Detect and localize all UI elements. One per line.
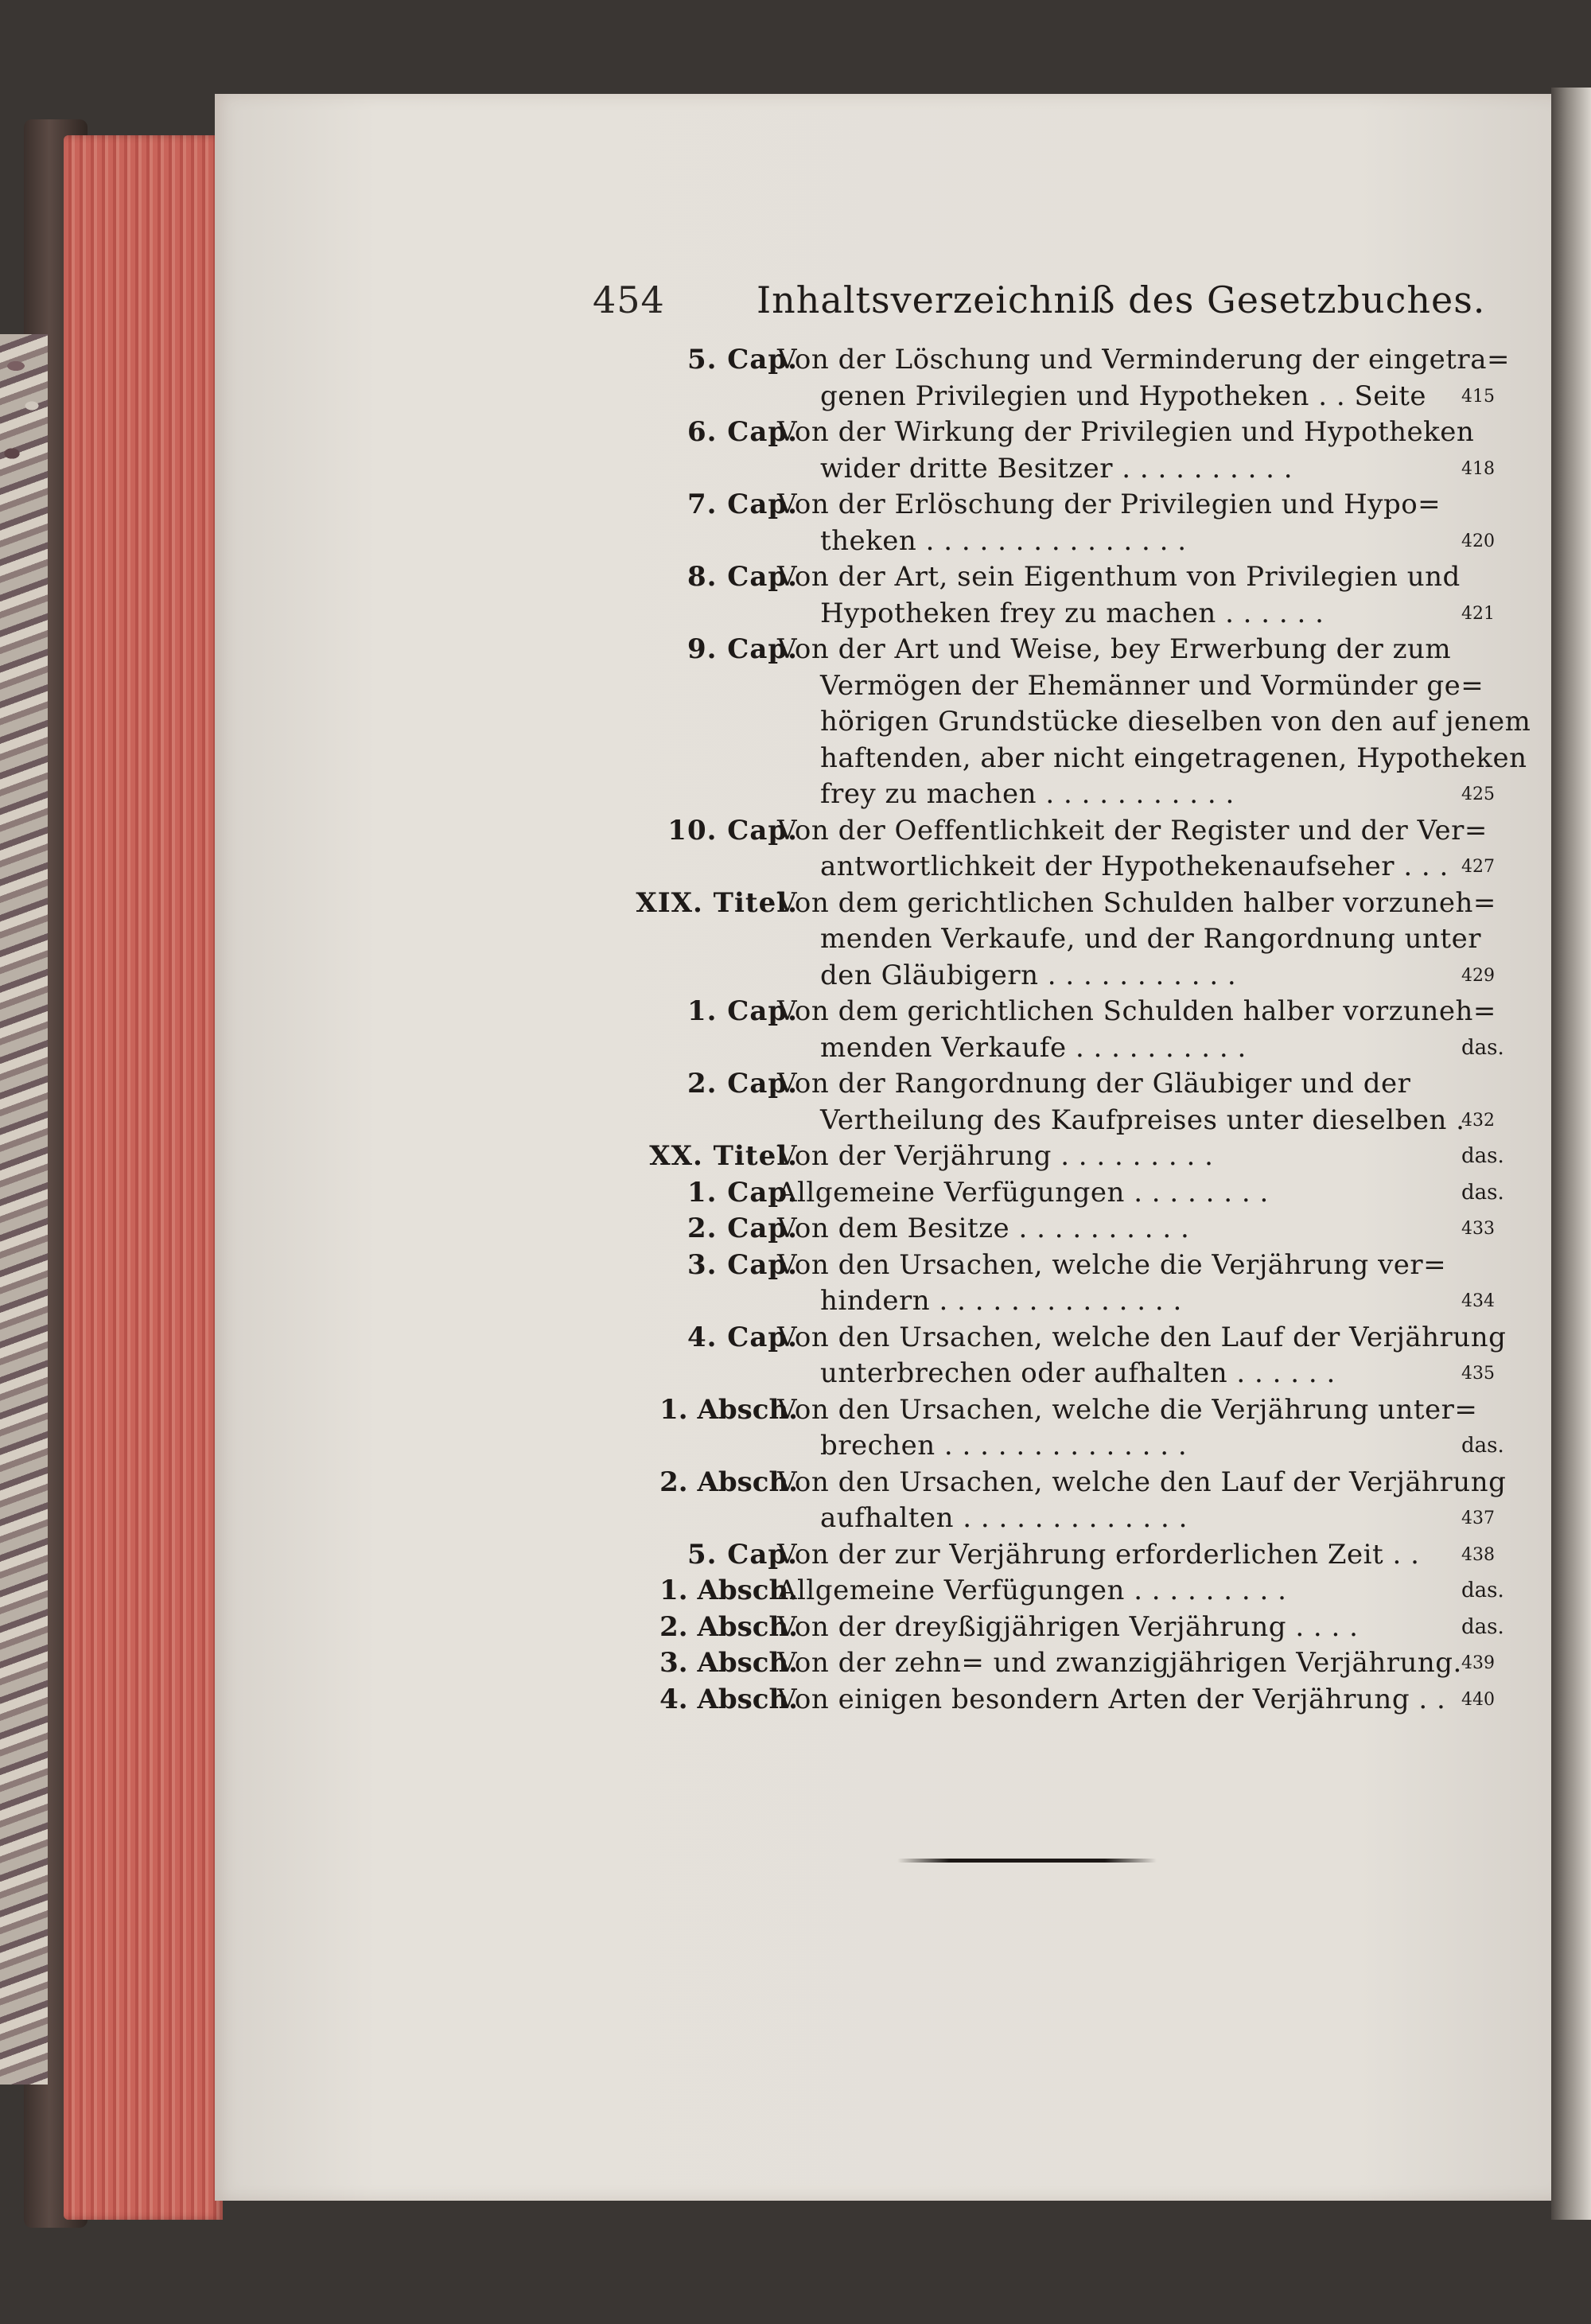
toc-line: [593, 777, 1496, 813]
toc-entry-text: Von der Wirkung der Privilegien und Hypotheken: [777, 416, 1475, 448]
toc-page-number: das.: [1461, 1579, 1504, 1602]
toc-line: [593, 958, 1496, 995]
toc-line: [593, 1248, 1496, 1284]
toc-page-number: 433: [1461, 1219, 1495, 1239]
toc-label: 10. Cap.: [667, 814, 798, 847]
toc-entry-text: Von der Art und Weise, bey Erwerbung der zum: [777, 633, 1452, 665]
toc-entry-text: Von der Löschung und Verminderung der eingetra=: [777, 344, 1510, 376]
toc-page-number: das.: [1461, 1614, 1504, 1639]
toc-page-number: 429: [1461, 965, 1495, 986]
closing-rule: [897, 1859, 1157, 1863]
toc-label: 2. Cap.: [687, 1213, 798, 1244]
toc-line: [593, 1356, 1496, 1392]
toc-label: XIX. Titel.: [636, 886, 798, 919]
toc-line: [593, 741, 1527, 777]
toc-line: [593, 379, 1496, 415]
toc-line: [593, 1645, 1496, 1682]
toc-label: 5. Cap.: [687, 1538, 798, 1571]
toc-line: [593, 1211, 1496, 1248]
toc-entry-text: menden Verkaufe, und der Rangordnung unter: [820, 923, 1481, 955]
toc-entry-text: Von dem Besitze . . . . . . . . . .: [777, 1213, 1190, 1244]
page-header: [593, 278, 1486, 342]
toc-page-number: das.: [1461, 1035, 1504, 1060]
toc-line: [593, 1066, 1496, 1103]
toc-line: [593, 1428, 1504, 1465]
toc-entry-text: Vermögen der Ehemänner und Vormünder ge=: [820, 669, 1484, 702]
toc-entry-text: Von der zur Verjährung erforderlichen Zeit . .: [777, 1538, 1420, 1571]
toc-entry-text: Allgemeine Verfügungen . . . . . . . .: [777, 1176, 1269, 1209]
toc-entry-text: Von den Ursachen, welche den Lauf der Verjährung: [777, 1321, 1507, 1353]
toc-label: 2. Cap.: [687, 1068, 798, 1100]
toc-line: [593, 921, 1496, 958]
toc-entry-text: aufhalten . . . . . . . . . . . . .: [820, 1502, 1188, 1534]
toc-page-number: 432: [1461, 1110, 1495, 1131]
toc-entry-text: Von den Ursachen, welche die Verjährung unter=: [777, 1393, 1478, 1426]
table-of-contents: [593, 342, 1531, 1718]
toc-line: [593, 1030, 1504, 1067]
toc-entry-text: Hypotheken frey zu machen . . . . . .: [820, 597, 1325, 629]
toc-entry-text: Allgemeine Verfügungen . . . . . . . . .: [777, 1575, 1287, 1606]
toc-entry-text: Von dem gerichtlichen Schulden halber vorzuneh=: [777, 995, 1496, 1027]
running-title: Inhaltsverzeichniß des Gesetzbuches.: [757, 278, 1486, 321]
toc-entry-text: Von den Ursachen, welche den Lauf der Verjährung: [777, 1466, 1507, 1498]
toc-page-number: 439: [1461, 1653, 1495, 1673]
toc-line: [593, 487, 1496, 524]
toc-page-number: 425: [1461, 784, 1495, 804]
toc-line: [593, 1465, 1507, 1501]
toc-page-number: 434: [1461, 1291, 1495, 1311]
toc-page-number: 418: [1461, 458, 1495, 479]
toc-line: [593, 524, 1496, 560]
toc-label: 6. Cap.: [687, 416, 798, 448]
toc-line: [593, 1501, 1496, 1537]
toc-page-number: 438: [1461, 1544, 1495, 1565]
toc-line: [593, 1682, 1496, 1719]
toc-label: XX. Titel.: [649, 1140, 798, 1172]
toc-line: [593, 1103, 1496, 1139]
toc-line: [593, 1537, 1496, 1574]
page-number: 454: [593, 278, 665, 321]
toc-line: [593, 1573, 1504, 1610]
toc-label: 1. Absch.: [659, 1575, 798, 1606]
toc-line: [593, 451, 1496, 488]
toc-page-number: das.: [1461, 1144, 1504, 1168]
toc-entry-text: hindern . . . . . . . . . . . . . .: [820, 1285, 1182, 1317]
toc-entry-text: Von dem gerichtlichen Schulden halber vorzuneh=: [777, 886, 1496, 919]
toc-label: 9. Cap.: [687, 633, 798, 665]
toc-entry-text: Von der Oeffentlichkeit der Register und der Ver=: [777, 814, 1488, 847]
toc-label: 3. Absch.: [659, 1647, 798, 1679]
toc-page-number: 435: [1461, 1364, 1495, 1384]
toc-entry-text: theken . . . . . . . . . . . . . . .: [820, 524, 1187, 557]
toc-entry-text: Von der Rangordnung der Gläubiger und der: [777, 1068, 1411, 1100]
toc-line: [593, 813, 1496, 850]
toc-entry-text: Von der Verjährung . . . . . . . . .: [777, 1140, 1214, 1172]
marbled-endpaper: [0, 334, 48, 2085]
toc-line: [593, 668, 1496, 705]
toc-line: [593, 1283, 1496, 1320]
toc-entry-text: Von der Erlöschung der Privilegien und Hypo=: [777, 489, 1441, 520]
toc-page-number: 420: [1461, 531, 1495, 551]
toc-entry-text: unterbrechen oder aufhalten . . . . . .: [820, 1357, 1336, 1389]
toc-line: [593, 886, 1496, 922]
toc-line: [593, 1175, 1504, 1212]
toc-page-number: 427: [1461, 857, 1495, 877]
toc-line: [593, 1320, 1507, 1357]
toc-label: 1. Cap.: [687, 995, 798, 1027]
toc-entry-text: Von den Ursachen, welche die Verjährung ver=: [777, 1248, 1447, 1281]
toc-label: 8. Cap.: [687, 561, 798, 593]
toc-line: [593, 342, 1510, 379]
toc-label: 2. Absch.: [659, 1466, 798, 1498]
toc-label: 5. Cap.: [687, 344, 798, 376]
toc-line: [593, 849, 1496, 886]
toc-label: 1. Cap.: [687, 1176, 798, 1209]
toc-page-number: 415: [1461, 386, 1495, 407]
toc-entry-text: Vertheilung des Kaufpreises unter dieselben .: [820, 1104, 1465, 1136]
toc-label: 3. Cap.: [687, 1248, 798, 1281]
toc-line: [593, 632, 1496, 668]
page-gutter: [1551, 88, 1591, 2220]
toc-entry-text: Von der dreyßigjährigen Verjährung . . . .: [777, 1610, 1359, 1643]
toc-entry-text: antwortlichkeit der Hypothekenaufseher . . .: [820, 851, 1449, 882]
toc-entry-text: brechen . . . . . . . . . . . . . .: [820, 1430, 1188, 1462]
toc-entry-text: den Gläubigern . . . . . . . . . . .: [820, 959, 1237, 991]
toc-entry-text: haftenden, aber nicht eingetragenen, Hypotheken: [820, 742, 1527, 774]
toc-label: 2. Absch.: [659, 1610, 798, 1643]
toc-label: 4. Absch.: [659, 1683, 798, 1715]
red-page-edges: [64, 135, 223, 2220]
toc-line: [593, 1610, 1504, 1646]
toc-entry-text: menden Verkaufe . . . . . . . . . .: [820, 1031, 1247, 1064]
toc-line: [593, 596, 1496, 633]
toc-line: [593, 415, 1496, 451]
toc-line: [593, 1139, 1504, 1175]
toc-page-number: das.: [1461, 1180, 1504, 1205]
toc-label: 4. Cap.: [687, 1321, 798, 1353]
toc-entry-text: wider dritte Besitzer . . . . . . . . . .: [820, 452, 1293, 485]
toc-entry-text: Von der zehn= und zwanzigjährigen Verjährung.: [777, 1647, 1462, 1679]
toc-page-number: 437: [1461, 1508, 1495, 1528]
toc-label: 7. Cap.: [687, 489, 798, 520]
toc-page-number: 440: [1461, 1689, 1495, 1710]
toc-entry-text: Von der Art, sein Eigenthum von Privilegien und: [777, 561, 1461, 593]
toc-entry-text: hörigen Grundstücke dieselben von den auf jenem: [820, 706, 1531, 738]
toc-line: [593, 704, 1531, 741]
toc-line: [593, 994, 1496, 1030]
toc-line: [593, 559, 1496, 596]
toc-entry-text: frey zu machen . . . . . . . . . . .: [820, 778, 1235, 810]
toc-page-number: 421: [1461, 603, 1495, 624]
toc-entry-text: Von einigen besondern Arten der Verjährung . .: [777, 1683, 1446, 1715]
toc-label: 1. Absch.: [659, 1393, 798, 1426]
toc-page-number: das.: [1461, 1434, 1504, 1458]
toc-entry-text: genen Privilegien und Hypotheken . . Seite: [820, 380, 1427, 412]
toc-line: [593, 1392, 1496, 1429]
